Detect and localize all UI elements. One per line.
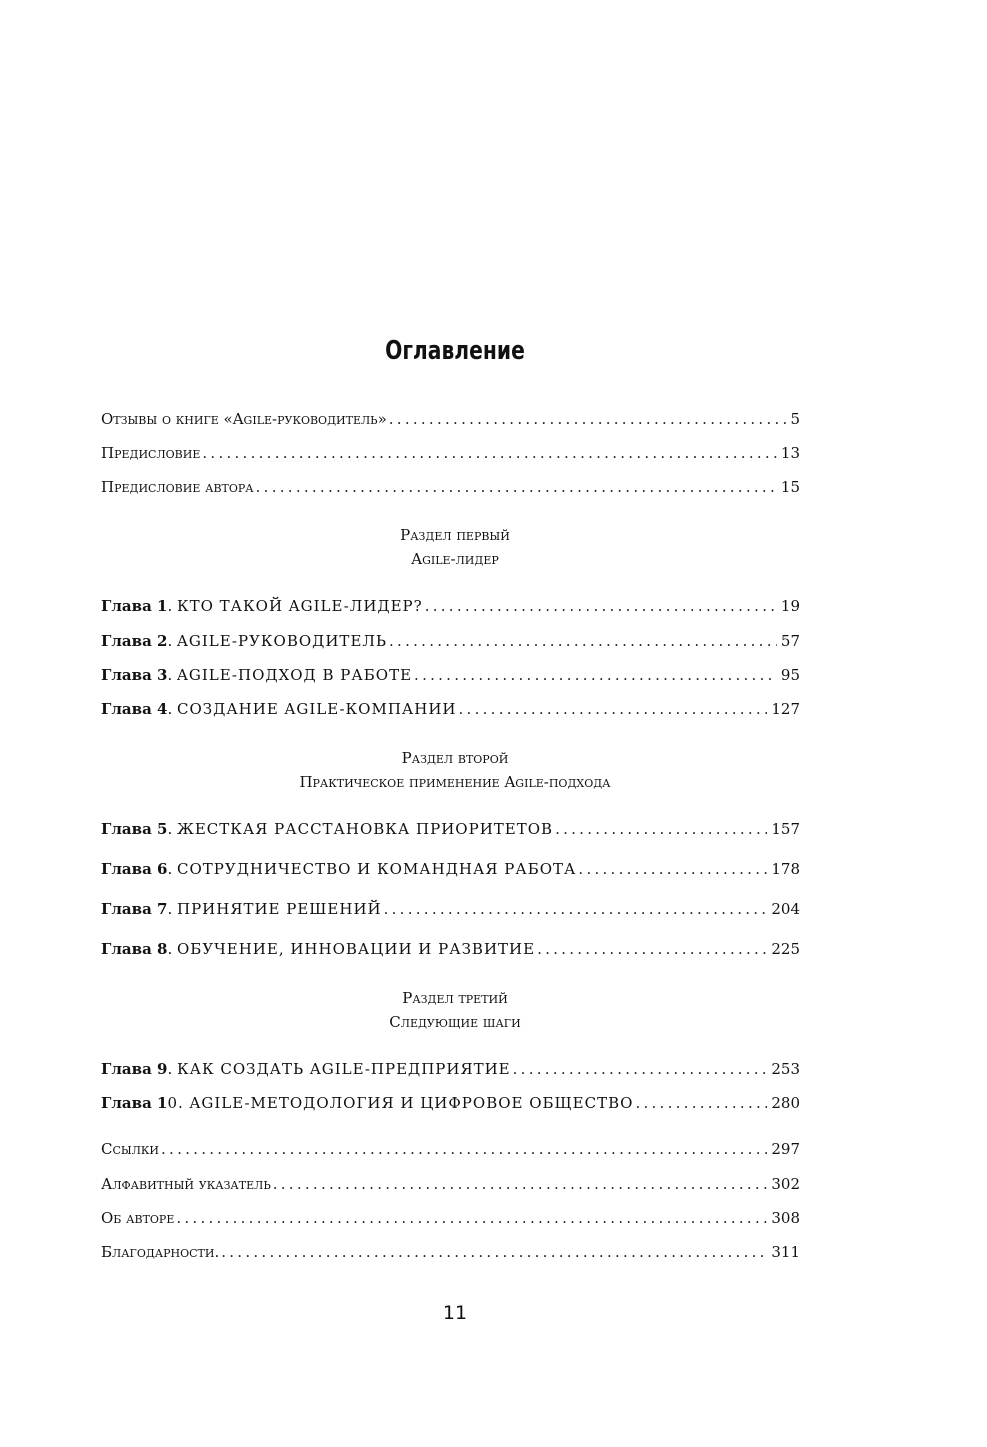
dot-leader xyxy=(425,597,777,615)
dot-leader xyxy=(537,940,767,958)
toc-entry-page: 311 xyxy=(771,1243,800,1261)
chapter-page: 280 xyxy=(771,1094,800,1112)
toc-entry-label: Ссылки xyxy=(101,1140,160,1158)
toc-entry-label: Отзывы о книге «Agile-руководитель» xyxy=(101,410,387,428)
section-subtitle: Следующие шаги xyxy=(389,1013,521,1031)
chapter-title: ПРИНЯТИЕ РЕШЕНИЙ xyxy=(177,900,382,918)
toc-chapter-2: Глава 2. AGILE-РУКОВОДИТЕЛЬ . . . 57 xyxy=(101,632,800,650)
chapter-page: 225 xyxy=(771,940,800,958)
toc-chapter-3: Глава 3. AGILE-ПОДХОД В РАБОТЕ . . . 95 xyxy=(101,666,800,684)
chapter-prefix: Глава 4 xyxy=(101,700,168,718)
chapter-prefix: Глава 5 xyxy=(101,820,168,838)
section-heading-2 xyxy=(0,746,910,794)
chapter-page: 127 xyxy=(771,700,800,718)
dot-leader xyxy=(513,1060,768,1078)
toc-chapter-9: Глава 9. КАК СОЗДАТЬ AGILE-ПРЕДПРИЯТИЕ . . . 253 xyxy=(101,1060,800,1078)
chapter-prefix: Глава 2 xyxy=(101,632,168,650)
dot-leader xyxy=(221,1243,767,1261)
chapter-page: 204 xyxy=(771,900,800,918)
dot-leader xyxy=(555,820,767,838)
chapter-page: 57 xyxy=(780,632,800,650)
toc-entry-page: 5 xyxy=(790,410,800,428)
toc-entry-label: Об авторе xyxy=(101,1209,175,1227)
page-title: Оглавление xyxy=(385,336,525,366)
chapter-page: 178 xyxy=(771,860,800,878)
chapter-prefix: Глава 3 xyxy=(101,666,168,684)
chapter-title: СОТРУДНИЧЕСТВО И КОМАНДНАЯ РАБОТА xyxy=(177,860,577,878)
chapter-prefix: Глава 1 xyxy=(101,1094,168,1112)
toc-entry-about-author xyxy=(101,1209,800,1227)
dot-leader xyxy=(161,1140,767,1158)
chapter-page: 19 xyxy=(780,597,800,615)
section-heading-3 xyxy=(0,986,910,1034)
toc-entry-references xyxy=(101,1140,800,1158)
chapter-page: 95 xyxy=(780,666,800,684)
dot-leader xyxy=(202,444,777,462)
toc-entry-page: 13 xyxy=(780,444,800,462)
chapter-title: AGILE-ПОДХОД В РАБОТЕ xyxy=(177,666,413,684)
chapter-prefix: Глава 8 xyxy=(101,940,168,958)
toc-entry-page: 15 xyxy=(780,478,800,496)
chapter-page: 157 xyxy=(771,820,800,838)
section-title: Раздел второй xyxy=(401,749,509,767)
dot-leader xyxy=(459,700,768,718)
toc-entry-label: Предисловие xyxy=(101,444,201,462)
toc-entry-acknowledgements xyxy=(101,1243,800,1261)
toc-chapter-4: Глава 4. СОЗДАНИЕ AGILE-КОМПАНИИ . . . 127 xyxy=(101,700,800,718)
dot-leader xyxy=(578,860,767,878)
section-subtitle: Agile-лидер xyxy=(411,550,499,568)
dot-leader xyxy=(256,478,777,496)
toc-entry-page: 302 xyxy=(771,1175,800,1193)
toc-entry-label: Благодарности. xyxy=(101,1243,220,1261)
dot-leader xyxy=(389,410,787,428)
page-number: 11 xyxy=(442,1302,468,1324)
chapter-prefix: Глава 7 xyxy=(101,900,168,918)
chapter-prefix: Глава 6 xyxy=(101,860,168,878)
toc-entry-author-foreword xyxy=(101,478,800,496)
chapter-title: КАК СОЗДАТЬ AGILE-ПРЕДПРИЯТИЕ xyxy=(177,1060,511,1078)
section-title: Раздел третий xyxy=(402,989,508,1007)
chapter-title: 0. AGILE-МЕТОДОЛОГИЯ И ЦИФРОВОЕ ОБЩЕСТВО xyxy=(167,1094,634,1112)
section-heading-1 xyxy=(0,523,910,571)
toc-entry-page: 297 xyxy=(771,1140,800,1158)
toc-entry-label: Предисловие автора xyxy=(101,478,254,496)
toc-entry-foreword xyxy=(101,444,800,462)
chapter-title: СОЗДАНИЕ AGILE-КОМПАНИИ xyxy=(177,700,457,718)
dot-leader xyxy=(176,1209,767,1227)
toc-chapter-6: Глава 6. СОТРУДНИЧЕСТВО И КОМАНДНАЯ РАБОТА . . . 178 xyxy=(101,860,800,878)
toc-entry-label: Алфавитный указатель xyxy=(101,1175,271,1193)
dot-leader xyxy=(389,632,777,650)
toc-chapter-1: Глава 1. КТО ТАКОЙ AGILE-ЛИДЕР? . . . 19 xyxy=(101,597,800,615)
toc-entry-reviews xyxy=(101,410,800,428)
section-subtitle: Практическое применение Agile-подхода xyxy=(299,773,611,791)
chapter-title: КТО ТАКОЙ AGILE-ЛИДЕР? xyxy=(177,597,423,615)
dot-leader xyxy=(414,666,777,684)
chapter-prefix: Глава 1 xyxy=(101,597,168,615)
chapter-page: 253 xyxy=(771,1060,800,1078)
toc-chapter-7: Глава 7. ПРИНЯТИЕ РЕШЕНИЙ . . . 204 xyxy=(101,900,800,918)
chapter-title: ОБУЧЕНИЕ, ИННОВАЦИИ И РАЗВИТИЕ xyxy=(177,940,536,958)
toc-entry-index xyxy=(101,1175,800,1193)
toc-chapter-10 xyxy=(101,1094,800,1112)
section-title: Раздел первый xyxy=(400,526,510,544)
toc-entry-page: 308 xyxy=(771,1209,800,1227)
chapter-title: AGILE-РУКОВОДИТЕЛЬ xyxy=(177,632,388,650)
toc-chapter-8: Глава 8. ОБУЧЕНИЕ, ИННОВАЦИИ И РАЗВИТИЕ . . . 225 xyxy=(101,940,800,958)
chapter-prefix: Глава 9 xyxy=(101,1060,168,1078)
chapter-title: ЖЕСТКАЯ РАССТАНОВКА ПРИОРИТЕТОВ xyxy=(177,820,554,838)
toc-chapter-5: Глава 5. ЖЕСТКАЯ РАССТАНОВКА ПРИОРИТЕТОВ . . . 157 xyxy=(101,820,800,838)
dot-leader xyxy=(273,1175,768,1193)
dot-leader xyxy=(384,900,768,918)
dot-leader xyxy=(635,1094,767,1112)
